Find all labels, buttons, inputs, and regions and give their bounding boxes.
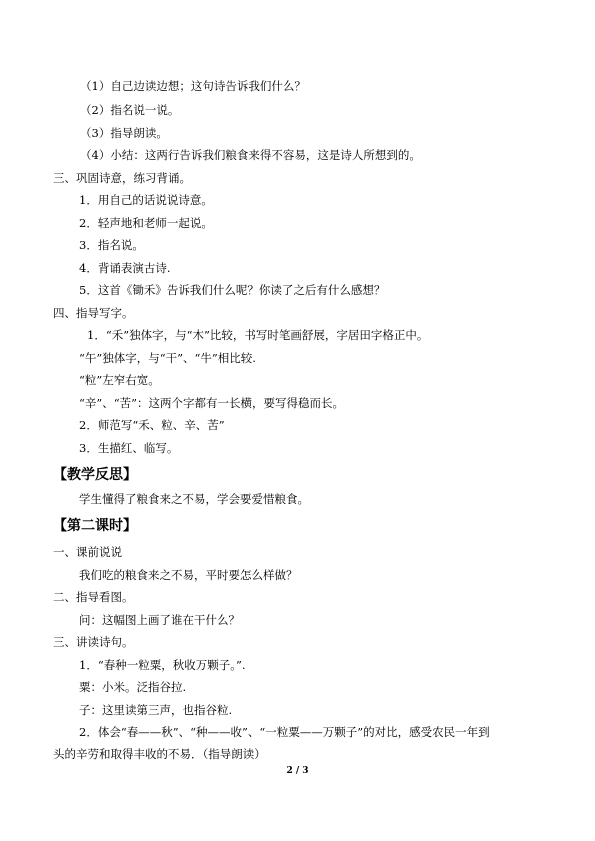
section-heading-4: 四、指导写字。 (53, 306, 134, 320)
text-line: 1．“春种一粒粟，秋收万颗子。”. (79, 658, 246, 672)
text-line: “辛”、“苦”：这两个字都有一长横，要写得稳而长。 (79, 396, 345, 410)
text-line: 我们吃的粮食来之不易，平时要怎么样做？ (79, 568, 298, 582)
text-line: （2）指名说一说。 (80, 103, 180, 117)
section-heading-3b: 三、讲读诗句。 (53, 635, 134, 649)
text-line: “午”独体字，与“干”、“牛”相比较. (79, 351, 256, 365)
text-line: 子：这里读第三声，也指谷粒. (79, 703, 233, 717)
text-line: （4）小结：这两行告诉我们粮食来得不容易，这是诗人所想到的。 (80, 148, 421, 162)
text-line: 2．轻声地和老师一起说。 (79, 216, 213, 230)
text-line: 1．“禾”独体字，与“木”比较，书写时笔画舒展，字居田字格正中。 (87, 328, 429, 342)
text-line: 头的辛劳和取得丰收的不易．（指导朗读） (53, 747, 266, 761)
text-line: 学生懂得了粮食来之不易，学会要爱惜粮食。 (79, 492, 309, 506)
text-line: （1）自己边读边想；这句诗告诉我们什么？ (80, 79, 306, 93)
section-heading-1: 一、课前说说 (53, 545, 122, 559)
second-lesson-heading: 【第二课时】 (53, 518, 137, 534)
text-line: 粟：小米。泛指谷拉. (79, 680, 187, 694)
text-line: 3．指名说。 (79, 238, 144, 252)
teaching-reflection-heading: 【教学反思】 (53, 467, 137, 483)
text-line: “粒”左窄右宽。 (79, 373, 160, 387)
text-line: （3）指导朗读。 (80, 126, 168, 140)
text-line: 问：这幅图上画了谁在干什么？ (79, 613, 240, 627)
page-number: 2 / 3 (286, 766, 309, 776)
text-line: 2．体会“春——秋”、“种——收”、“一粒粟——万颗子”的对比，感受农民一年到 (79, 725, 490, 739)
text-line: 4．背诵表演古诗. (79, 261, 171, 275)
text-line: 2．师范写“禾、粒、辛、苦” (79, 418, 225, 432)
text-line: 1．用自己的话说说诗意。 (79, 193, 213, 207)
section-heading-2: 二、指导看图。 (53, 590, 134, 604)
text-line: 3．生描红、临写。 (79, 441, 179, 455)
text-line: 5．这首《锄禾》告诉我们什么呢？你读了之后有什么感想？ (79, 283, 386, 297)
section-heading-3: 三、巩固诗意，练习背诵。 (53, 171, 191, 185)
